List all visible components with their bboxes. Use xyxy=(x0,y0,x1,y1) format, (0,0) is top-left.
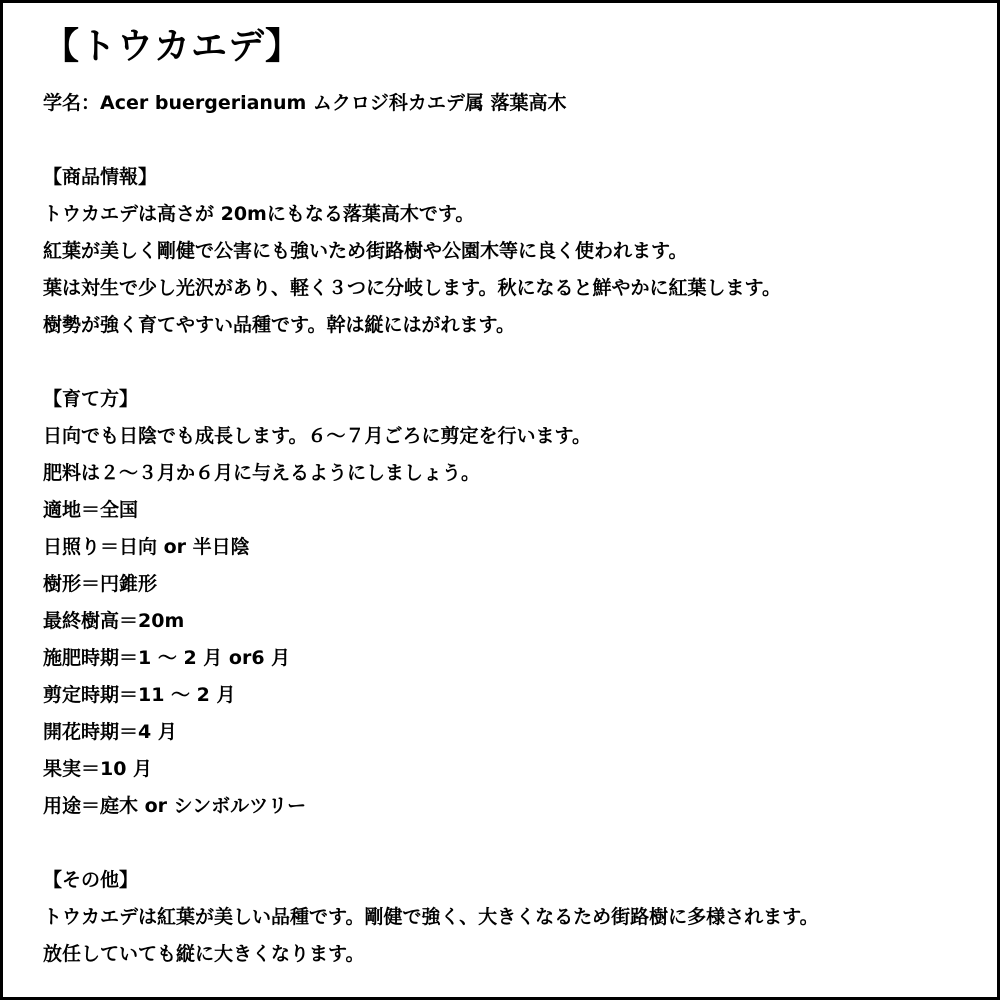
product-info-line: 葉は対生で少し光沢があり、軽く３つに分岐します。秋になると鮮やかに紅葉します。 xyxy=(43,277,781,299)
care-line: 施肥時期＝1 ～ 2 月 or6 月 xyxy=(43,647,291,669)
care-line: 日向でも日陰でも成長します。６～７月ごろに剪定を行います。 xyxy=(43,425,591,447)
care-line: 剪定時期＝11 ～ 2 月 xyxy=(43,684,236,706)
care-line: 肥料は２～３月か６月に与えるようにしましょう。 xyxy=(43,462,481,484)
product-info-line: 紅葉が美しく剛健で公害にも強いため街路樹や公園木等に良く使われます。 xyxy=(43,240,688,262)
scientific-name: 学名：Acer buergerianum ムクロジ科カエデ属 落葉高木 xyxy=(43,92,567,114)
care-line: 日照り＝日向 or 半日陰 xyxy=(43,536,250,558)
product-info-section xyxy=(43,159,973,344)
care-line: 最終樹高＝20m xyxy=(43,610,185,632)
other-section xyxy=(43,862,973,973)
spacer xyxy=(43,344,973,381)
spacer xyxy=(43,825,973,862)
care-line: 用途＝庭木 or シンボルツリー xyxy=(43,795,307,817)
other-line: トウカエデは紅葉が美しい品種です。剛健で強く、大きくなるため街路樹に多様されます。 xyxy=(43,906,819,928)
spacer xyxy=(43,122,973,159)
care-section xyxy=(43,381,973,825)
other-line: 放任していても縦に大きくなります。 xyxy=(43,943,365,965)
care-line: 開花時期＝4 月 xyxy=(43,721,177,743)
product-info-line: トウカエデは高さが 20mにもなる落葉高木です。 xyxy=(43,203,475,225)
care-line: 適地＝全国 xyxy=(43,499,139,521)
care-line: 果実＝10 月 xyxy=(43,758,153,780)
product-info-line: 樹勢が強く育てやすい品種です。幹は縦にはがれます。 xyxy=(43,314,515,336)
section-heading-other: 【その他】 xyxy=(43,869,139,891)
care-line: 樹形＝円錐形 xyxy=(43,573,158,595)
document-body xyxy=(43,25,973,973)
section-heading-care: 【育て方】 xyxy=(43,388,139,410)
page-title: 【トウカエデ】 xyxy=(43,26,303,67)
section-heading-product-info: 【商品情報】 xyxy=(43,166,158,188)
